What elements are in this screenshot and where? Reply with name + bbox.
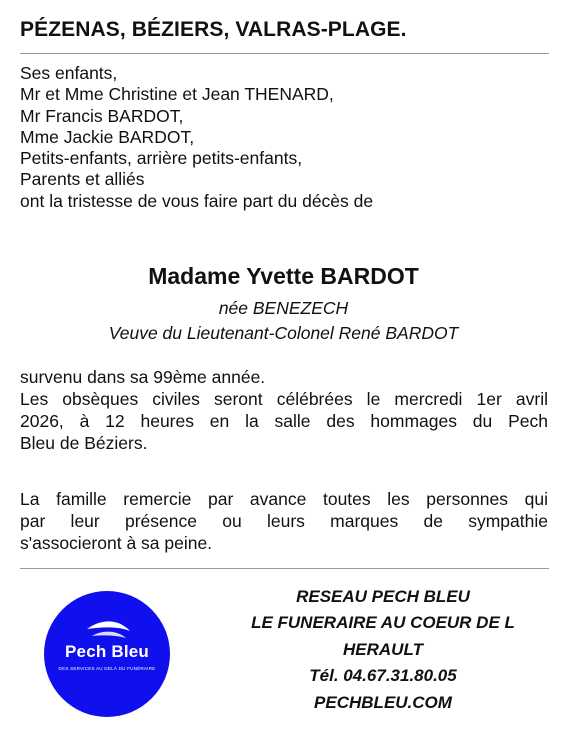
obituary-notice [8, 8, 559, 726]
contact-line: RESEAU PECH BLEU [296, 587, 470, 606]
location-header: PÉZENAS, BÉZIERS, VALRAS-PLAGE. [20, 18, 407, 41]
details-line: 2026, à 12 heures en la salle des hommages du Pech [20, 411, 548, 431]
family-line: Petits-enfants, arrière petits-enfants, [20, 148, 303, 169]
top-divider [20, 53, 549, 54]
announcement-line: ont la tristesse de vous faire part du décès de [20, 190, 374, 211]
deceased-name: Madame Yvette BARDOT [148, 263, 419, 289]
contact-phone: Tél. 04.67.31.80.05 [309, 666, 457, 686]
funeral-home-contact [218, 584, 548, 716]
thanks-line: par leur présence ou leurs marques de sympathie [20, 511, 548, 531]
family-line: Mr Francis BARDOT, [20, 105, 184, 126]
pech-bleu-logo [44, 591, 170, 717]
contact-line: HERAULT [343, 639, 423, 659]
thanks-line: s'associeront à sa peine. [20, 533, 213, 553]
family-list [20, 63, 373, 212]
maiden-name: née BENEZECH [218, 298, 349, 318]
family-line: Parents et alliés [20, 169, 145, 190]
thanks-line: La famille remercie par avance toutes les personnes qui [20, 489, 548, 509]
family-line: Mme Jackie BARDOT, [20, 126, 195, 147]
family-line: Mr et Mme Christine et Jean THENARD, [20, 84, 334, 105]
details-line: Les obsèques civiles seront célébrées le mercredi 1er avril [20, 389, 548, 409]
contact-website: PECHBLEU.COM [314, 692, 452, 712]
logo-brand: Pech Bleu [65, 642, 149, 661]
contact-line: LE FUNERAIRE AU COEUR DE L [251, 613, 515, 633]
family-line: Ses enfants, [20, 63, 118, 83]
details-line: Bleu de Béziers. [20, 433, 148, 453]
funeral-details [20, 366, 548, 454]
widow-of: Veuve du Lieutenant-Colonel René BARDOT [108, 323, 459, 343]
family-thanks [20, 488, 548, 554]
bottom-divider [20, 568, 549, 569]
details-line: survenu dans sa 99ème année. [20, 367, 266, 387]
logo-tagline: DES SERVICES AU DELÀ DU FUNÉRAIRE [58, 666, 156, 671]
